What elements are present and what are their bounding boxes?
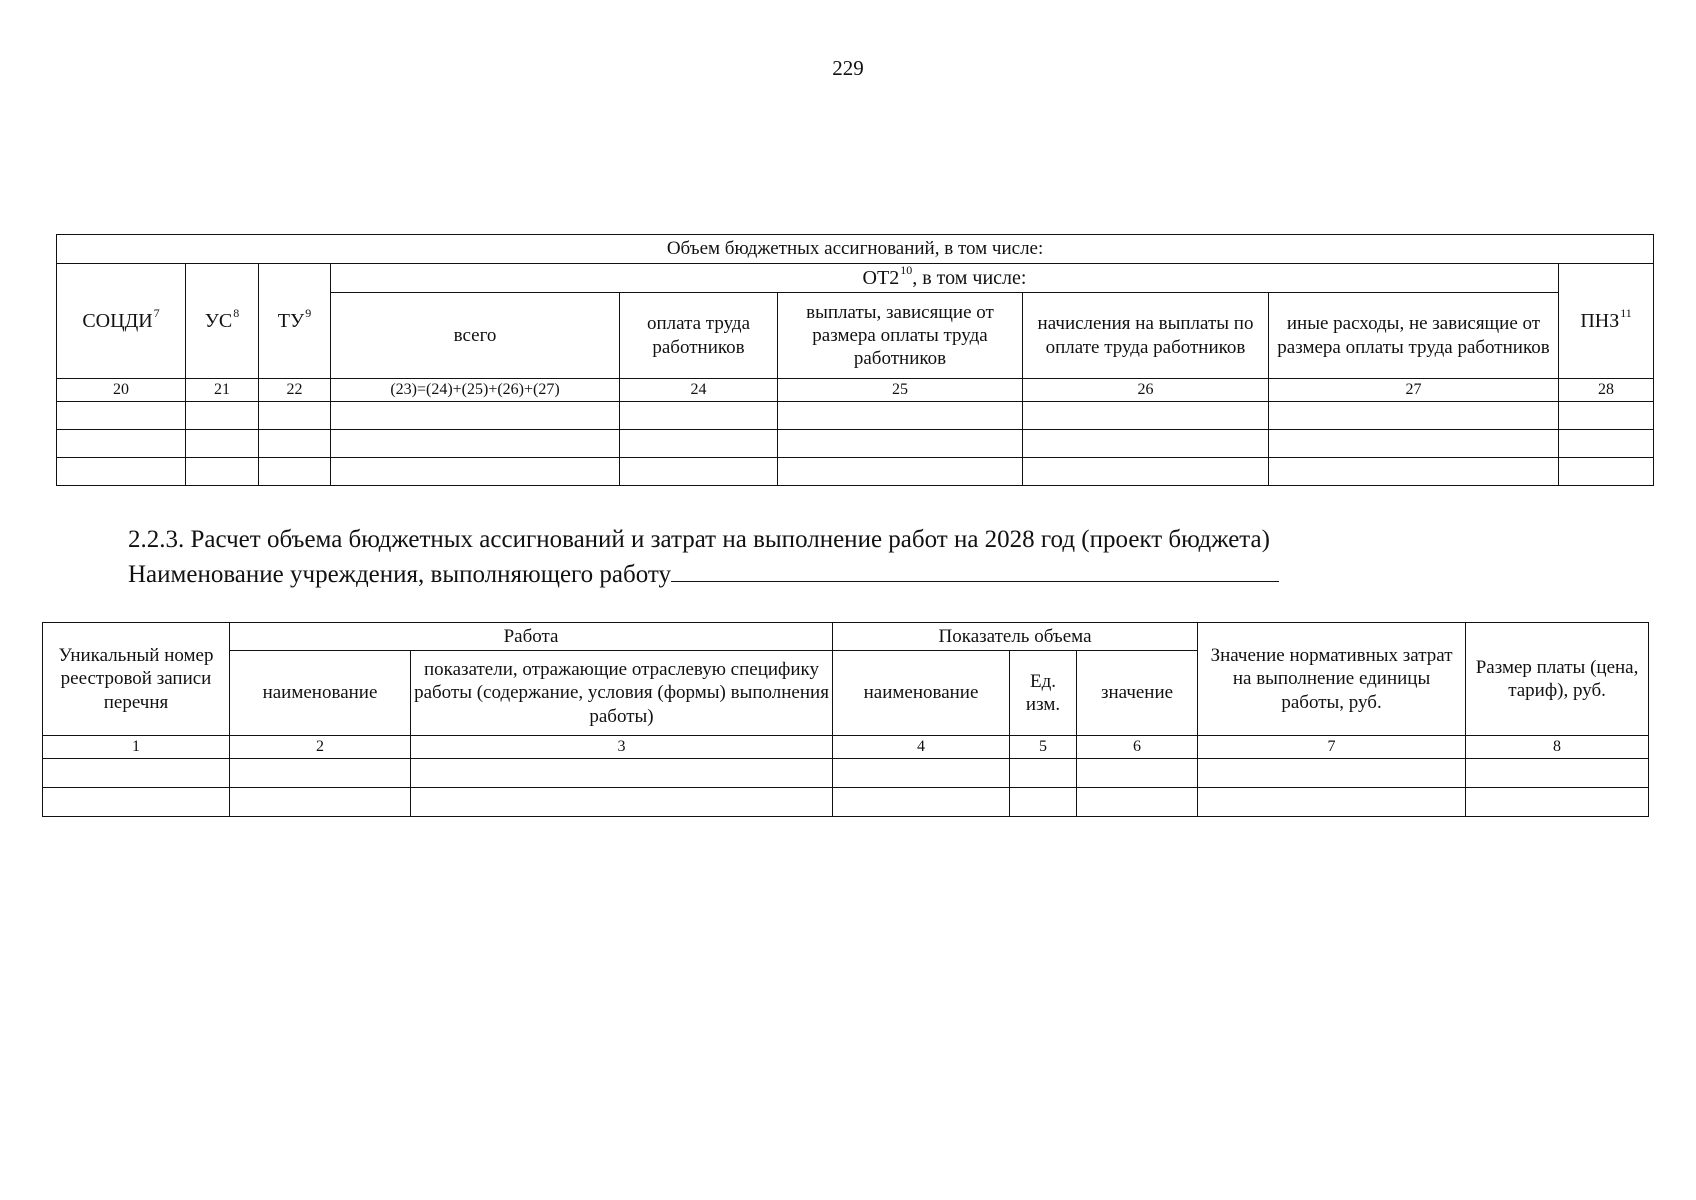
institution-line — [128, 557, 1279, 592]
institution-label: Наименование учреждения, выполняющего работу — [128, 561, 672, 588]
table1-colnum: 24 — [620, 379, 778, 402]
table1-empty-cell[interactable] — [1559, 402, 1654, 430]
table1-ot2-group — [331, 264, 1559, 293]
pnz-label: ПНЗ — [1580, 309, 1620, 332]
table2-colnum: 5 — [1010, 736, 1077, 759]
budget-allocations-table — [56, 234, 1654, 486]
table1-empty-cell[interactable] — [620, 430, 778, 458]
table1-col-oplata: оплата труда работников — [620, 293, 778, 379]
table1-col-vsego: всего — [331, 293, 620, 379]
table1-col-pnz — [1559, 264, 1654, 379]
table2-col-rabota-indicators: показатели, отражающие отраслевую специфику работы (содержание, условия (формы) выполнения работы) — [411, 651, 833, 736]
table2-empty-cell[interactable] — [1466, 788, 1649, 817]
table2-empty-cell[interactable] — [1466, 759, 1649, 788]
page-number: 229 — [832, 56, 864, 80]
table2-empty-row — [43, 759, 1649, 788]
table2-group-volume: Показатель объема — [833, 623, 1198, 651]
table1-empty-cell[interactable] — [1559, 430, 1654, 458]
table1-empty-cell[interactable] — [57, 458, 186, 486]
ot2-footnote: 10 — [900, 263, 913, 278]
table2-group-rabota: Работа — [230, 623, 833, 651]
table1-empty-cell[interactable] — [57, 402, 186, 430]
table1-col-tu — [259, 264, 331, 379]
table2-colnum: 3 — [411, 736, 833, 759]
table1-empty-cell[interactable] — [1559, 458, 1654, 486]
table1-empty-cell[interactable] — [259, 458, 331, 486]
table2-colnum: 2 — [230, 736, 411, 759]
table2-empty-cell[interactable] — [43, 788, 230, 817]
table2-colnum: 7 — [1198, 736, 1466, 759]
work-cost-table — [42, 622, 1649, 817]
table1-empty-cell[interactable] — [186, 458, 259, 486]
table2-empty-cell[interactable] — [1010, 788, 1077, 817]
table2-col-norm: Значение нормативных затрат на выполнение единицы работы, руб. — [1198, 623, 1466, 736]
table1-colnum: (23)=(24)+(25)+(26)+(27) — [331, 379, 620, 402]
table2-empty-cell[interactable] — [411, 759, 833, 788]
tu-footnote: 9 — [305, 306, 312, 321]
table1-empty-cell[interactable] — [186, 402, 259, 430]
socdi-footnote: 7 — [153, 306, 160, 321]
table1-colnum: 27 — [1269, 379, 1559, 402]
table1-colnum: 22 — [259, 379, 331, 402]
table1-empty-row — [57, 430, 1654, 458]
table2-col-volume-name: наименование — [833, 651, 1010, 736]
ot2-suffix: , в том числе: — [912, 266, 1027, 289]
us-footnote: 8 — [233, 306, 240, 321]
table1-empty-cell[interactable] — [259, 402, 331, 430]
table2-empty-row — [43, 788, 1649, 817]
table1-colnum: 28 — [1559, 379, 1654, 402]
table1-empty-cell[interactable] — [186, 430, 259, 458]
table1-empty-cell[interactable] — [778, 430, 1023, 458]
table1-col-us — [186, 264, 259, 379]
table1-colnum: 25 — [778, 379, 1023, 402]
table2-empty-cell[interactable] — [43, 759, 230, 788]
table1-empty-cell[interactable] — [331, 458, 620, 486]
table1-col-vyplaty: выплаты, зависящие от размера оплаты труда работников — [778, 293, 1023, 379]
table1-empty-cell[interactable] — [1023, 402, 1269, 430]
table1-col-socdi — [57, 264, 186, 379]
table1-empty-cell[interactable] — [1023, 458, 1269, 486]
institution-fill-line[interactable] — [671, 580, 1279, 582]
table1-colnum: 20 — [57, 379, 186, 402]
table2-col-fee: Размер платы (цена, тариф), руб. — [1466, 623, 1649, 736]
table2-empty-cell[interactable] — [1198, 759, 1466, 788]
table2-colnum: 4 — [833, 736, 1010, 759]
table1-empty-cell[interactable] — [1269, 458, 1559, 486]
table2-colnum: 1 — [43, 736, 230, 759]
table1-empty-cell[interactable] — [1269, 402, 1559, 430]
table2-empty-cell[interactable] — [230, 788, 411, 817]
table1-empty-cell[interactable] — [259, 430, 331, 458]
table1-col-nachisleniya: начисления на выплаты по оплате труда работников — [1023, 293, 1269, 379]
ot2-label: ОТ2 — [862, 266, 900, 289]
tu-label: ТУ — [277, 309, 305, 332]
table2-empty-cell[interactable] — [833, 759, 1010, 788]
table1-col-inye: иные расходы, не зависящие от размера оплаты труда работников — [1269, 293, 1559, 379]
table2-empty-cell[interactable] — [1077, 759, 1198, 788]
pnz-footnote: 11 — [1620, 306, 1632, 321]
table2-empty-cell[interactable] — [230, 759, 411, 788]
table1-empty-cell[interactable] — [778, 402, 1023, 430]
table2-empty-cell[interactable] — [1077, 788, 1198, 817]
table1-colnum: 26 — [1023, 379, 1269, 402]
table2-col-volume-unit: Ед. изм. — [1010, 651, 1077, 736]
table1-empty-row — [57, 402, 1654, 430]
table2-empty-cell[interactable] — [1010, 759, 1077, 788]
table2-empty-cell[interactable] — [833, 788, 1010, 817]
table1-colnum: 21 — [186, 379, 259, 402]
table1-header-top: Объем бюджетных ассигнований, в том числе: — [57, 235, 1654, 264]
table2-col-rabota-name: наименование — [230, 651, 411, 736]
table1-empty-cell[interactable] — [620, 402, 778, 430]
table1-empty-cell[interactable] — [1023, 430, 1269, 458]
table1-empty-cell[interactable] — [620, 458, 778, 486]
table2-colnum: 6 — [1077, 736, 1198, 759]
table2-colnum: 8 — [1466, 736, 1649, 759]
table2-empty-cell[interactable] — [411, 788, 833, 817]
section-heading-block — [128, 522, 1279, 592]
table1-empty-cell[interactable] — [331, 402, 620, 430]
table2-empty-cell[interactable] — [1198, 788, 1466, 817]
table1-empty-row — [57, 458, 1654, 486]
socdi-label: СОЦДИ — [82, 309, 153, 332]
table1-empty-cell[interactable] — [1269, 430, 1559, 458]
table2-col-unique: Уникальный номер реестровой записи перечня — [43, 623, 230, 736]
table1-empty-cell[interactable] — [331, 430, 620, 458]
table1-empty-cell[interactable] — [57, 430, 186, 458]
section-title: 2.2.3. Расчет объема бюджетных ассигнований и затрат на выполнение работ на 2028 год (проект бюджета) — [128, 526, 1270, 553]
us-label: УС — [204, 309, 233, 332]
table2-col-volume-value: значение — [1077, 651, 1198, 736]
table1-empty-cell[interactable] — [778, 458, 1023, 486]
